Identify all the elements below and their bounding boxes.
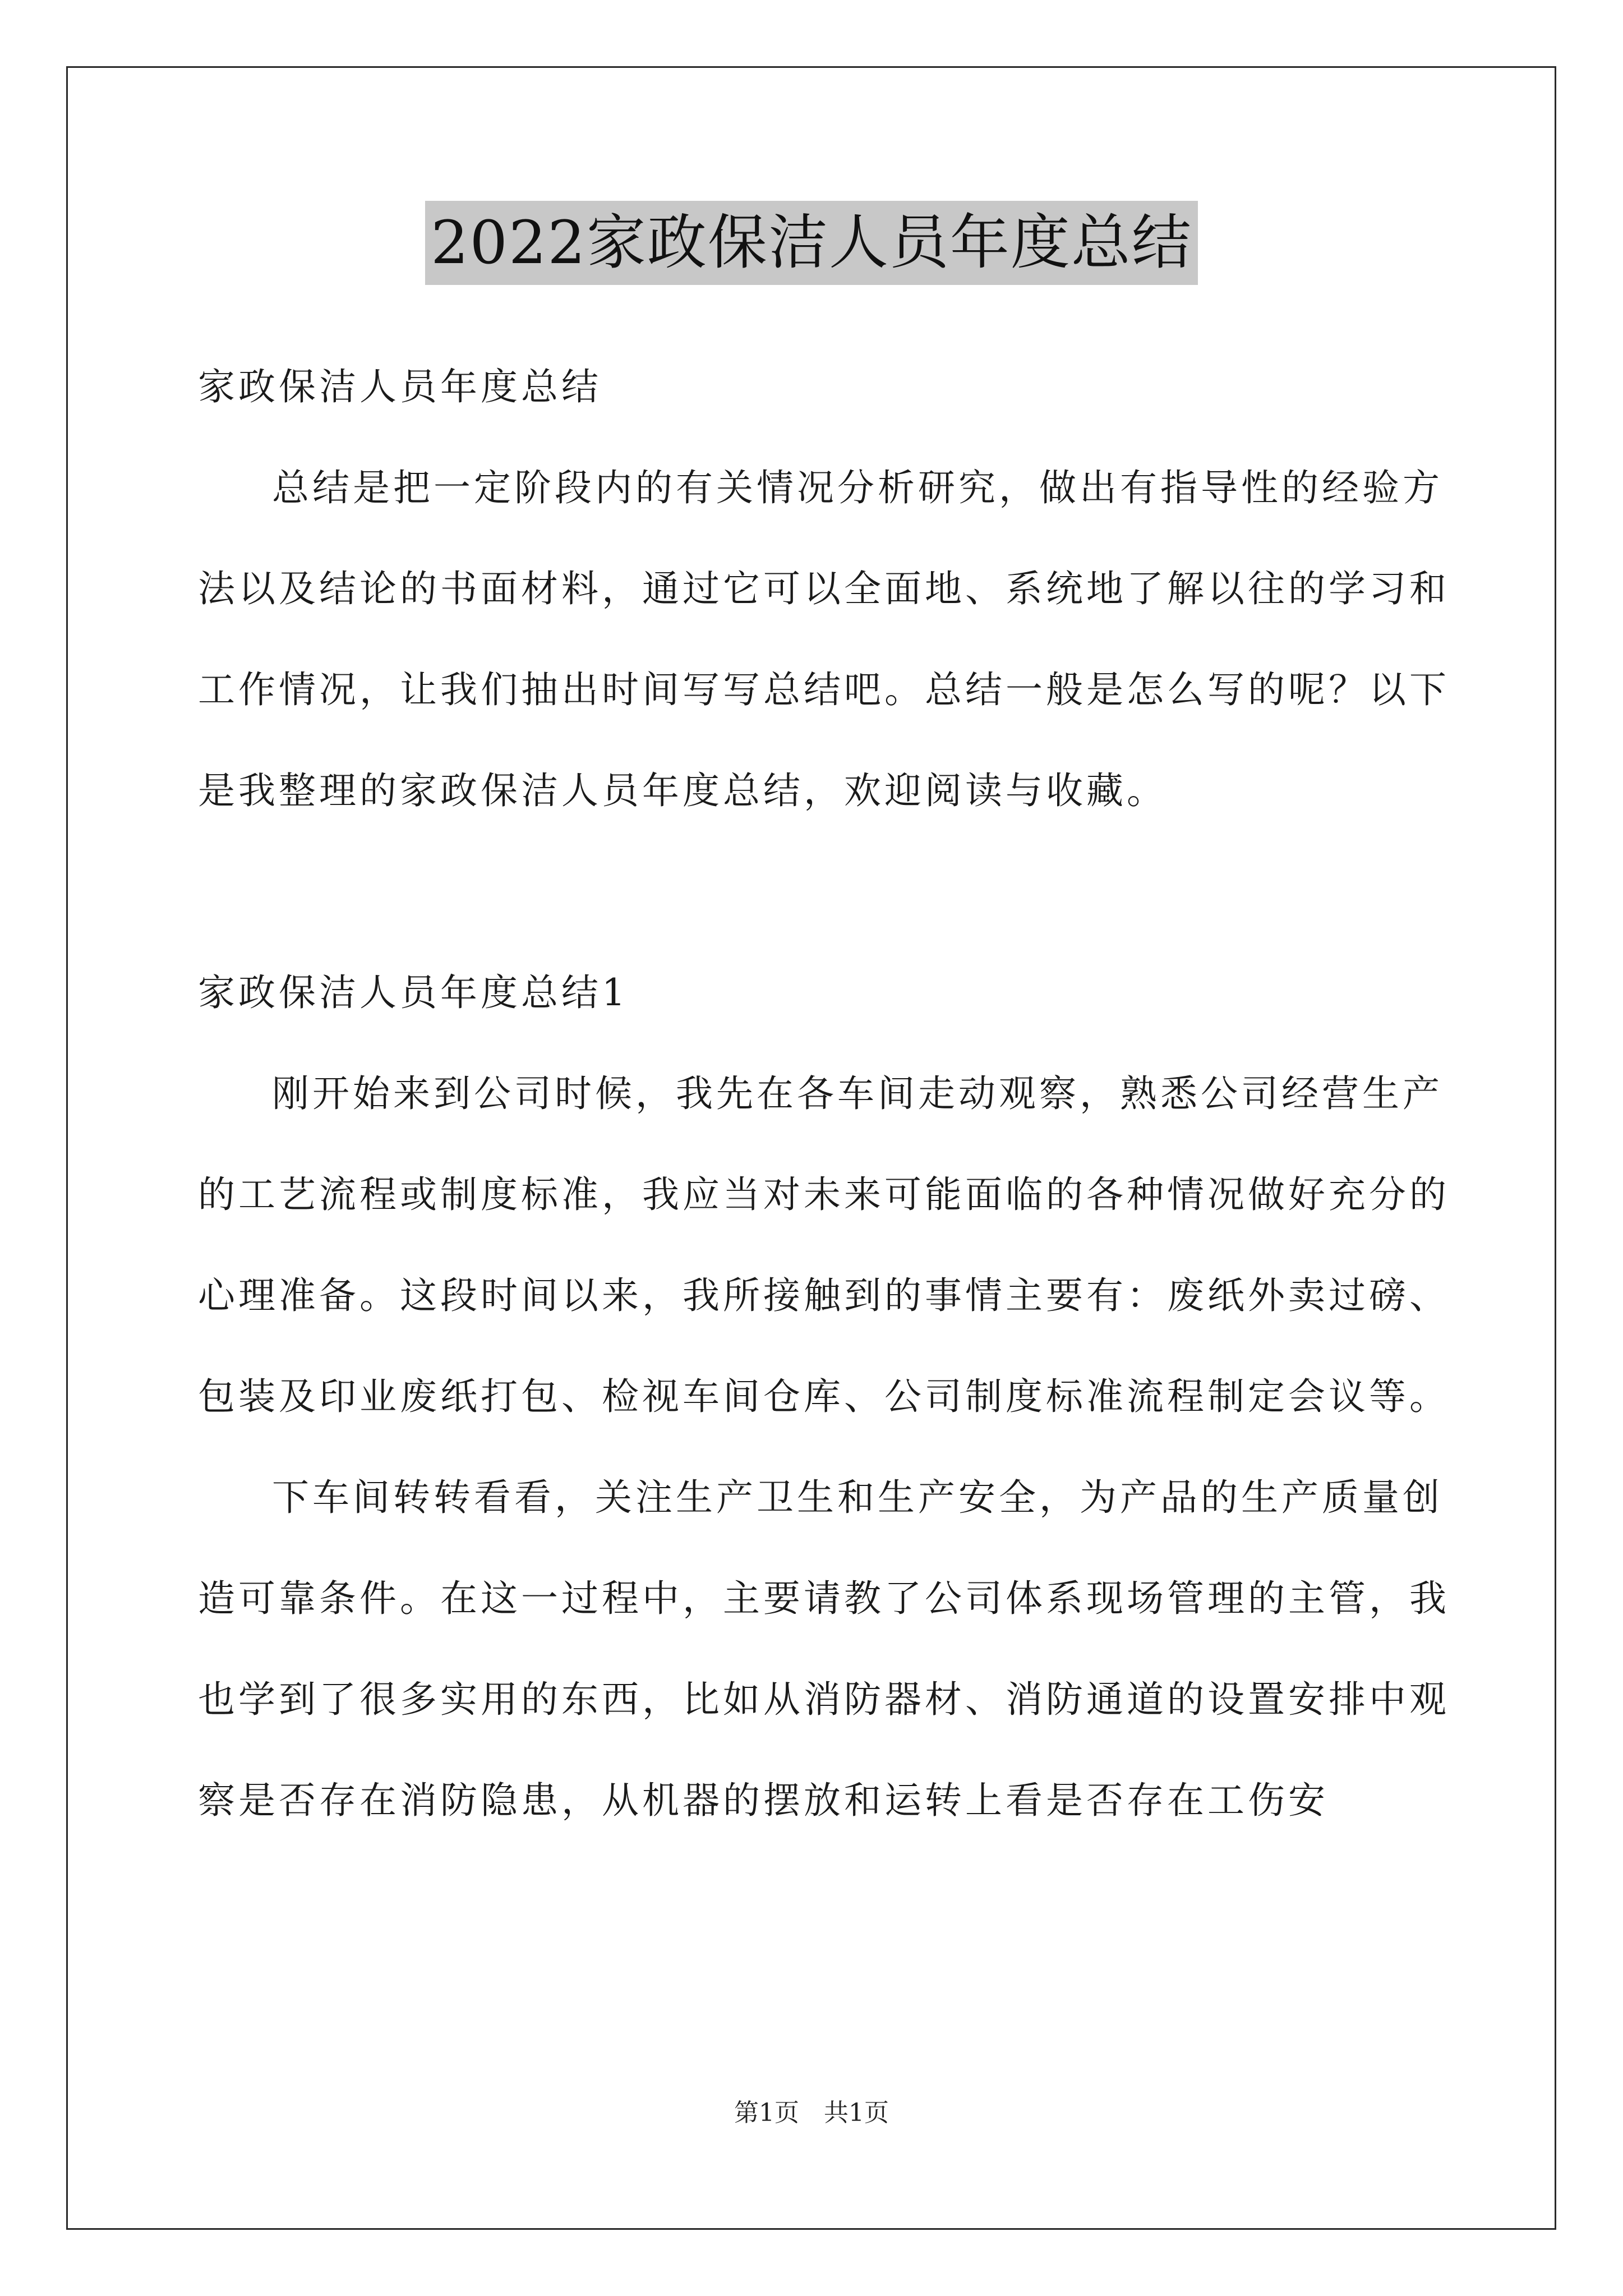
- page-number-current: 第1页: [734, 2099, 799, 2127]
- document-title: 2022家政保洁人员年度总结: [425, 201, 1198, 285]
- page-footer: [0, 2092, 1623, 2128]
- page-number-total: 共1页: [824, 2099, 889, 2127]
- title-container: [0, 201, 1623, 285]
- body-paragraph: 下车间转转看看，关注生产卫生和生产安全，为产品的生产质量创造可靠条件。在这一过程中，主要请教了公司体系现场管理的主管，我也学到了很多实用的东西，比如从消防器材、消防通道的设置安排中观察是否存在消防隐患，从机器的摆放和运转上看是否存在工伤安: [198, 1476, 1450, 1822]
- section-heading: 家政保洁人员年度总结1: [198, 971, 629, 1014]
- intro-paragraph: 总结是把一定阶段内的有关情况分析研究，做出有指导性的经验方法以及结论的书面材料，通过它可以全面地、系统地了解以往的学习和工作情况，让我们抽出时间写写总结吧。总结一般是怎么写的呢？以下是我整理的家政保洁人员年度总结，欢迎阅读与收藏。: [198, 466, 1450, 812]
- intro-heading: 家政保洁人员年度总结: [198, 365, 602, 408]
- body-paragraph: 刚开始来到公司时候，我先在各车间走动观察，熟悉公司经营生产的工艺流程或制度标准，我应当对未来可能面临的各种情况做好充分的心理准备。这段时间以来，我所接触到的事情主要有：废纸外卖过磅、包装及印业废纸打包、检视车间仓库、公司制度标准流程制定会议等。: [198, 1072, 1450, 1418]
- document-body: [198, 337, 1454, 1851]
- section-spacer: [198, 841, 1454, 942]
